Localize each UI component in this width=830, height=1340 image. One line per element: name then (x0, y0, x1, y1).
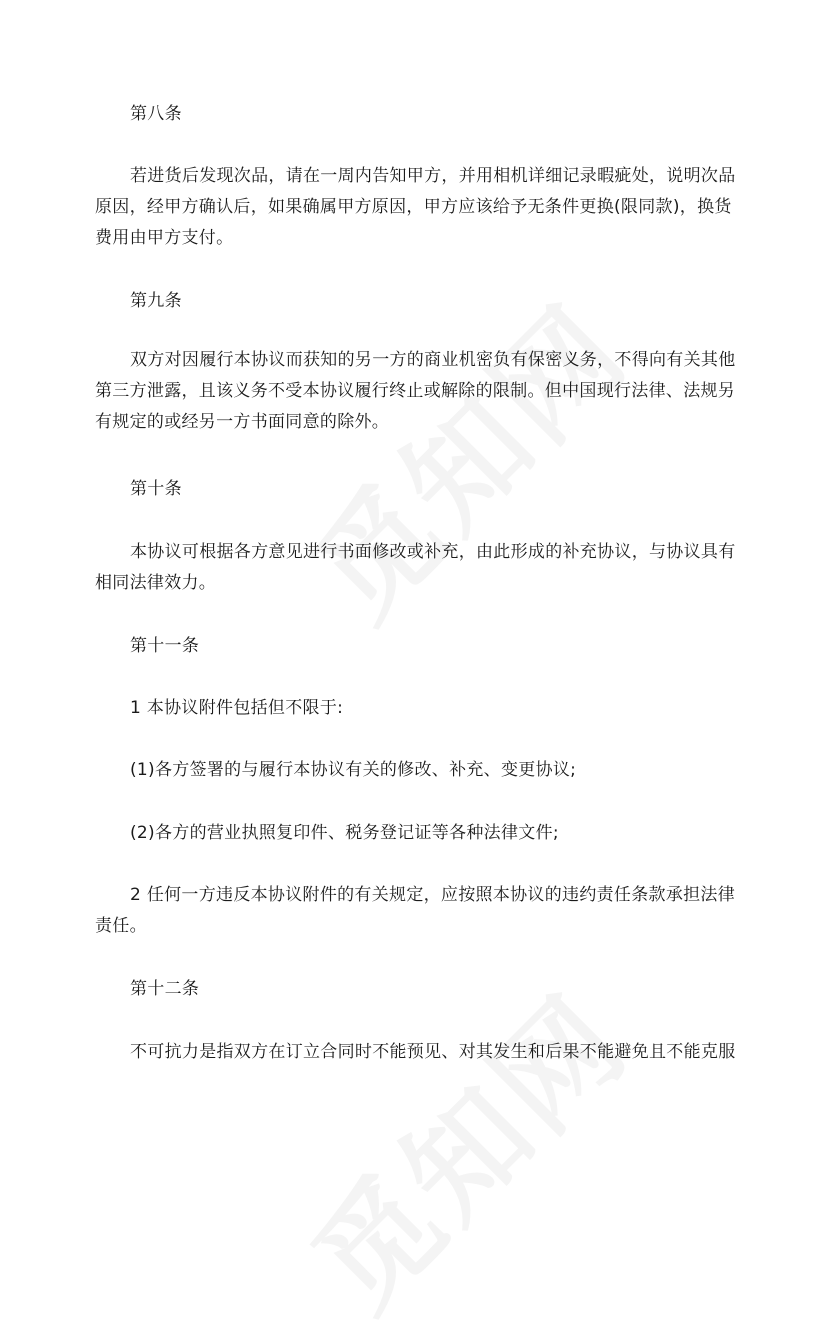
article-11-item-1: 1 本协议附件包括但不限于: (130, 698, 344, 718)
article-10-heading: 第十条 (130, 479, 182, 499)
article-11-heading: 第十一条 (130, 636, 200, 656)
article-11-item-1-a: (1)各方签署的与履行本协议有关的修改、补充、变更协议; (130, 760, 577, 780)
watermark (270, 952, 659, 1340)
article-8-body: 若进货后发现次品，请在一周内告知甲方，并用相机详细记录暇疵处，说明次品原因，经甲方确认后，如果确属甲方原因，甲方应该给予无条件更换(限同款)，换货费用由甲方支付。 (95, 166, 736, 248)
article-9-body: 双方对因履行本协议而获知的另一方的商业机密负有保密义务，不得向有关其他第三方泄露，且该义务不受本协议履行终止或解除的限制。但中国现行法律、法规另有规定的或经另一方书面同意的除外。 (95, 350, 736, 432)
article-8-heading: 第八条 (130, 104, 182, 124)
article-11-item-1-b: (2)各方的营业执照复印件、税务登记证等各种法律文件; (130, 823, 559, 843)
article-12-body: 不可抗力是指双方在订立合同时不能预见、对其发生和后果不能避免且不能克服 (130, 1042, 736, 1062)
article-9-heading: 第九条 (130, 291, 182, 311)
article-11-item-2: 2 任何一方违反本协议附件的有关规定，应按照本协议的违约责任条款承担法律责任。 (95, 885, 736, 936)
article-10-body: 本协议可根据各方意见进行书面修改或补充，由此形成的补充协议，与协议具有相同法律效力。 (95, 542, 736, 593)
article-12-heading: 第十二条 (130, 979, 200, 999)
